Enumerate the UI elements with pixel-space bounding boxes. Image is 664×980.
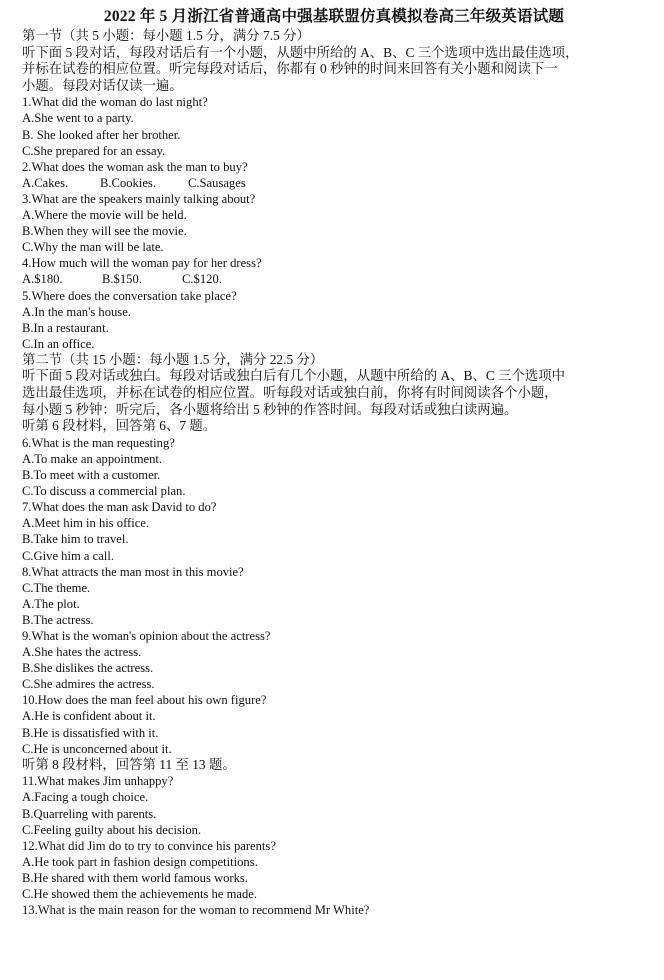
option-b: B.In a restaurant. <box>22 320 109 335</box>
option-a: A.$180. <box>22 272 63 287</box>
material-8-heading: 听第 8 段材料，回答第 11 至 13 题。 <box>22 756 236 772</box>
option-c: C.To discuss a commercial plan. <box>22 484 186 499</box>
option-a: A.In the man's house. <box>22 304 131 319</box>
option-c: C.Sausages <box>188 175 246 190</box>
material-6-heading: 听第 6 段材料，回答第 6、7 题。 <box>22 418 217 434</box>
option-a: A.He is confident about it. <box>22 709 156 724</box>
question-12: 12.What did Jim do to try to convince his parents? <box>22 838 276 853</box>
option-b: B.Quarreling with parents. <box>22 806 157 821</box>
option-a: A.He took part in fashion design competitions. <box>22 854 258 869</box>
question-6: 6.What is the man requesting? <box>22 435 175 450</box>
option-a: A.Facing a tough choice. <box>22 790 149 805</box>
option-a: A.Cakes. <box>22 175 69 190</box>
option-a: A.She hates the actress. <box>22 645 142 660</box>
question-10: 10.How does the man feel about his own figure? <box>22 693 267 708</box>
option-b: B.Take him to travel. <box>22 532 129 547</box>
section2-instruction-line: 听下面 5 段对话或独白。每段对话或独白后有几个小题，从题中所给的 A、B、C 三个选项中 <box>22 368 566 384</box>
question-4: 4.How much will the woman pay for her dress? <box>22 256 262 271</box>
section2-heading: 第二节（共 15 小题：每小题 1.5 分，满分 22.5 分） <box>22 351 324 367</box>
options-row <box>22 175 646 191</box>
question-3: 3.What are the speakers mainly talking about? <box>22 191 256 206</box>
section2-instruction-line: 选出最佳选项，并标在试卷的相应位置。听每段对话或独白前，你将有时间阅读各个小题， <box>22 385 558 401</box>
question-9: 9.What is the woman's opinion about the actress? <box>22 628 271 643</box>
option-b: B.The actress. <box>22 612 94 627</box>
section1-instruction-line: 小题。每段对话仅读一遍。 <box>22 77 183 93</box>
option-c: C.Why the man will be late. <box>22 240 164 255</box>
option-b: B.He is dissatisfied with it. <box>22 725 159 740</box>
question-13: 13.What is the main reason for the woman to recommend Mr White? <box>22 903 370 918</box>
option-a: A.Where the movie will be held. <box>22 208 187 223</box>
option-a: A.She went to a party. <box>22 111 134 126</box>
option-b: B.$150. <box>102 272 142 287</box>
option-c: C.He showed them the achievements he made. <box>22 886 258 901</box>
option-b: B.Cookies. <box>100 175 156 190</box>
option-c: C.The theme. <box>22 580 91 595</box>
question-1: 1.What did the woman do last night? <box>22 95 208 110</box>
section1-instruction-line: 听下面 5 段对话，每段对话后有一个小题，从题中所给的 A、B、C 三个选项中选出最佳选项， <box>22 44 579 60</box>
option-b: B.To meet with a customer. <box>22 468 161 483</box>
question-5: 5.Where does the conversation take place? <box>22 288 237 303</box>
question-11: 11.What makes Jim unhappy? <box>22 774 174 789</box>
option-b: B.He shared with them world famous works. <box>22 870 248 885</box>
option-b: B. She looked after her brother. <box>22 127 181 142</box>
section1-instruction-line: 并标在试卷的相应位置。听完每段对话后，你都有 0 秒钟的时间来回答有关小题和阅读下一 <box>22 61 558 77</box>
option-c: C.He is unconcerned about it. <box>22 741 172 756</box>
option-a: A.To make an appointment. <box>22 451 163 466</box>
section1-heading: 第一节（共 5 小题：每小题 1.5 分，满分 7.5 分） <box>22 28 310 43</box>
option-a: A.Meet him in his office. <box>22 516 150 531</box>
option-c: C.She prepared for an essay. <box>22 143 166 158</box>
option-c: C.Give him a call. <box>22 548 114 563</box>
option-c: C.$120. <box>182 272 222 287</box>
question-8: 8.What attracts the man most in this movie? <box>22 564 244 579</box>
option-c: C.In an office. <box>22 336 95 351</box>
option-b: B.She dislikes the actress. <box>22 661 154 676</box>
question-7: 7.What does the man ask David to do? <box>22 500 217 515</box>
options-row <box>22 271 646 287</box>
option-c: C.She admires the actress. <box>22 677 155 692</box>
option-b: B.When they will see the movie. <box>22 224 187 239</box>
section2-instruction-line: 每小题 5 秒钟：听完后，各小题将给出 5 秒钟的作答时间。每段对话或独白读两遍。 <box>22 401 518 417</box>
option-c: C.Feeling guilty about his decision. <box>22 822 202 837</box>
question-2: 2.What does the woman ask the man to buy? <box>22 159 248 174</box>
option-a: A.The plot. <box>22 596 80 611</box>
page-title: 2022 年 5 月浙江省普通高中强基联盟仿真模拟卷高三年级英语试题 <box>103 8 565 25</box>
